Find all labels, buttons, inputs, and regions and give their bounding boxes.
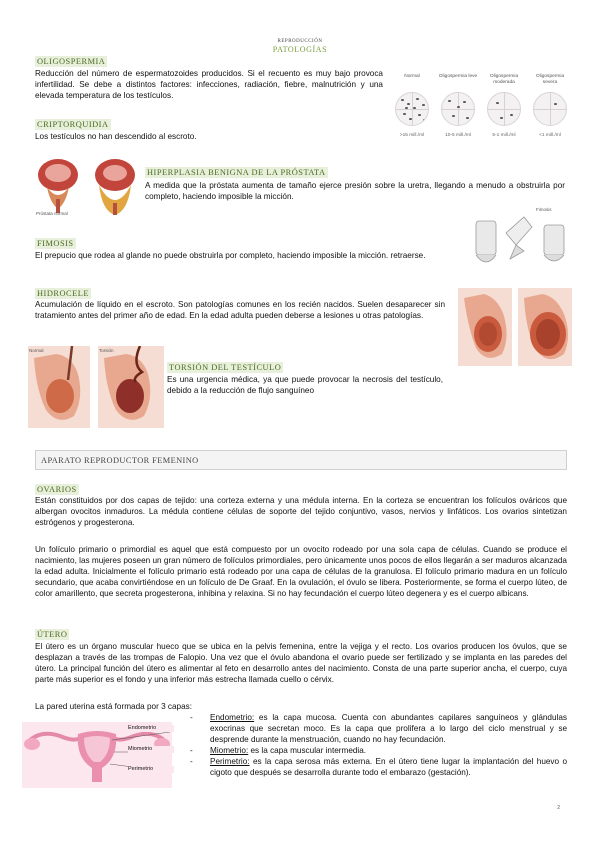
sperm-value: 10-5 mill./ml xyxy=(445,133,471,138)
uterus-label-perimetrio: Perimetrio xyxy=(128,766,174,773)
section-heading-oligospermia: OLIGOSPERMIA xyxy=(37,57,106,66)
uterus-label-miometrio: Miometrio xyxy=(128,746,174,753)
sperm-label: Oligospermia leve xyxy=(438,74,478,79)
section-heading-hiperplasia: HIPERPLASIA BENIGNA DE LA PRÓSTATA xyxy=(147,168,326,177)
section-heading-torsion: TORSIÓN DEL TESTÍCULO xyxy=(169,363,282,372)
list-item-perimetrio: - Perimetrio: es la capa serosa más externa. En el útero tiene lugar la implantación del huevo o cigoto que después se desarrolla durante todo el embarazo (gestación). xyxy=(190,756,567,777)
list-item-miometrio: - Miometrio: es la capa muscular intermedia. xyxy=(190,745,367,755)
page-number: 2 xyxy=(557,805,560,811)
header-subject: REPRODUCCIÓN xyxy=(277,39,323,44)
sperm-value: <1 mill./ml xyxy=(539,133,561,138)
section-heading-criptorquidia: CRIPTORQUIDIA xyxy=(37,120,109,129)
ovarios-paragraph-2: Un folículo primario o primordial es aquel que está compuesto por un ovocito rodeado por una sola capa de células. Cuando se produce el nacimiento, las mujeres poseen un gran número de folículos primordiales, pero únicamente unos pocos de ellos llegarán a ser maduros alcanzada la edad adulta. Inicialmente el folículo primario está rodeado por una capa de células de la granulosa. El folículo primario madura en un folículo secundario, que acaba convirtiéndose en un folículo de De Graaf. En la ovulación, el óvulo se libera. Posteriormente, se forma el cuerpo lúteo, de color amarillento, que secreta progesterona, inhibina y relaxina. Si no hay fecundación el cuerpo lúteo degenera y es el cuerpo albicans. xyxy=(35,545,567,598)
hidrocele-text: Acumulación de líquido en el escroto. Son patologías comunes en los recién nacidos. Suelen desaparecer sin tratamiento antes del primer año de edad. En la edad adulta pueden deberse a lesiones u otras patologías. xyxy=(35,300,445,320)
uterus-label-endometrio: Endometrio xyxy=(128,725,174,732)
oligospermia-text: Reducción del número de espermatozoides producidos. Si el recuento es muy bajo provoca infertilidad. Se debe a distintos factores: infecciones, radiación, fiebre, malnutrición y una elevada temperatura de los testículos. xyxy=(35,69,383,100)
section-heading-hidrocele: HIDROCELE xyxy=(37,289,89,298)
list-item-endometrio: - Endometrio: es la capa mucosa. Cuenta con abundantes capilares sanguíneos y glándulas exocrinas que secretan moco. Es la capa que prolifera a lo largo del ciclo menstrual y se desprende durante la menstruación, cuando no hay fecundación. xyxy=(190,713,567,744)
section-heading-ovarios: OVARIOS xyxy=(37,485,77,494)
sperm-label: Oligospermia moderada xyxy=(489,74,519,85)
sperm-column-normal xyxy=(392,74,432,138)
female-system-banner: APARATO REPRODUCTOR FEMENINO xyxy=(35,450,567,470)
utero-paragraph: El útero es un órgano muscular hueco que se ubica en la pelvis femenina, entre la vejiga y el recto. Los ovarios producen los óvulos, que se desplazan a través de las trompas de Falopio. Una vez que el óvulo abandona el ovario puede ser fertilizado y se implanta en las paredes del útero. La principal función del útero es alimentar al feto en desarrollo antes del nacimiento. Consta de una parte superior ancha, el cuerpo, cuya parte más superior es el fondo y una inferior más estrecha llamada cuello o cérvix. xyxy=(35,642,567,684)
torsion-caption-normal: Normal xyxy=(29,348,44,353)
desc-endometrio: es la capa mucosa. Cuenta con abundantes capilares sanguíneos y glándulas exocrinas que secretan moco. Es la capa que prolifera a lo largo del ciclo menstrual y se desprende durante la menstruación, cuando no hay fecundación. xyxy=(210,713,567,744)
hydrocele-illustration xyxy=(458,288,572,366)
sperm-sample-circle xyxy=(395,92,429,126)
term-endometrio: Endometrio: xyxy=(210,713,255,722)
uterine-layers-list xyxy=(175,713,567,779)
term-miometrio: Miometrio: xyxy=(210,745,249,755)
sperm-column-leve xyxy=(438,74,478,138)
section-heading-fimosis: FIMOSIS xyxy=(37,239,74,248)
sperm-value: 5-1 mill./ml xyxy=(492,133,516,138)
sperm-column-severa xyxy=(530,74,570,138)
criptorquidia-text: Los testículos no han descendido al escroto. xyxy=(35,132,197,141)
torsion-text: Es una urgencia médica, ya que puede provocar la necrosis del testículo, debido a la reducción de flujo sanguíneo xyxy=(167,375,443,395)
sperm-column-moderada xyxy=(484,74,524,138)
ovarios-paragraph-1: Están constituidos por dos capas de tejido: una corteza externa y una médula interna. En la corteza se encuentran los folículos ováricos que albergan ovocitos inmaduros. La médula contiene células de soporte del tejido conjuntivo, vasos, nervios y linfáticos. Los ovarios sintetizan estrógenos y progesterona. xyxy=(35,496,567,527)
sperm-label: Normal xyxy=(404,74,420,79)
sperm-sample-circle xyxy=(487,92,521,126)
sperm-count-figure xyxy=(392,74,568,146)
sperm-value: >15 mill./ml xyxy=(399,133,425,138)
prostate-caption: Próstata normal xyxy=(36,211,68,216)
utero-layers-intro: La pared uterina está formada por 3 capas: xyxy=(35,702,193,711)
testicular-torsion-illustration xyxy=(28,346,164,428)
phimosis-illustration xyxy=(472,207,572,271)
section-heading-utero: ÚTERO xyxy=(37,630,68,639)
fimosis-text: El prepucio que rodea al glande no puede obstruirla por completo, haciendo imposible la micción. retraerse. xyxy=(35,251,426,260)
sperm-sample-circle xyxy=(441,92,475,126)
prostate-illustration xyxy=(33,153,145,219)
term-perimetrio: Perimetrio: xyxy=(210,756,250,766)
torsion-caption-torsion: Torsión xyxy=(99,348,114,353)
sperm-label: Oligospermia severa xyxy=(535,74,565,85)
phimosis-caption: Fimosis xyxy=(536,207,552,212)
desc-miometrio: es la capa muscular intermedia. xyxy=(248,745,367,755)
sperm-sample-circle xyxy=(533,92,567,126)
desc-perimetrio: es la capa serosa más externa. En el útero tiene lugar la implantación del huevo o cigoto que después se desarrolla durante todo el embarazo (gestación). xyxy=(210,756,567,777)
hiperplasia-text: A medida que la próstata aumenta de tamaño ejerce presión sobre la uretra, llegando a menudo a obstruirla por completo, haciendo imposible la micción. xyxy=(145,181,565,201)
page-title: PATOLOGÍAS xyxy=(272,45,328,54)
